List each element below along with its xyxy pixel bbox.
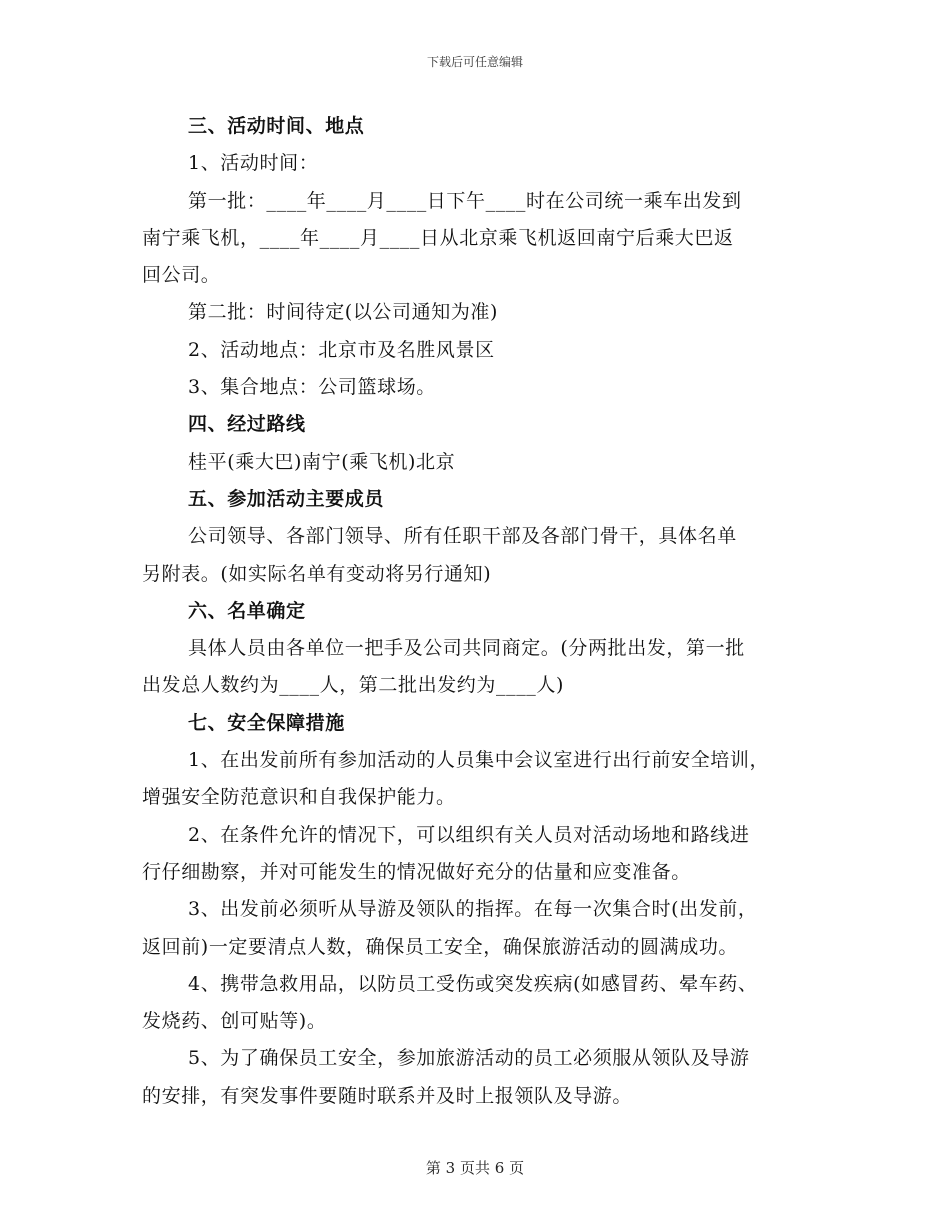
paragraph-line: 1、活动时间：: [188, 152, 319, 175]
section-heading-4: 四、经过路线: [188, 413, 306, 436]
paragraph-line: 公司领导、各部门领导、所有任职干部及各部门骨干，具体名单: [188, 525, 737, 548]
section-heading-5: 五、参加活动主要成员: [188, 487, 385, 510]
paragraph-line: 具体人员由各单位一把手及公司共同商定。(分两批出发，第一批: [188, 637, 745, 660]
paragraph-line: 2、在条件允许的情况下，可以组织有关人员对活动场地和路线进: [188, 823, 750, 846]
paragraph-line: 出发总人数约为____人，第二批出发约为____人): [142, 674, 565, 697]
section-heading-6: 六、名单确定: [188, 599, 306, 622]
paragraph-line: 返回前)一定要清点人数，确保员工安全，确保旅游活动的圆满成功。: [142, 935, 739, 958]
paragraph-line: 的安排，有突发事件要随时联系并及时上报领队及导游。: [142, 1084, 633, 1107]
paragraph-line: 3、集合地点：公司篮球场。: [188, 376, 436, 399]
paragraph-line: 南宁乘飞机，____年____月____日从北京乘飞机返回南宁后乘大巴返: [142, 226, 734, 249]
paragraph-line: 4、携带急救用品，以防员工受伤或突发疾病(如感冒药、晕车药、: [188, 972, 758, 995]
paragraph-line: 2、活动地点：北京市及名胜风景区: [188, 338, 495, 361]
paragraph-line: 另附表。(如实际名单有变动将另行通知): [142, 562, 492, 585]
paragraph-line: 第二批：时间待定(以公司通知为准): [188, 301, 499, 324]
page-number-footer: 第 3 页共 6 页: [425, 1159, 525, 1177]
section-heading-3: 三、活动时间、地点: [188, 115, 365, 137]
section-heading-7: 七、安全保障措施: [188, 711, 345, 734]
paragraph-line: 行仔细勘察，并对可能发生的情况做好充分的估量和应变准备。: [142, 860, 691, 883]
paragraph-line: 3、出发前必须听从导游及领队的指挥。在每一次集合时(出发前，: [188, 898, 758, 921]
page-header-note: 下载后可任意编辑: [426, 55, 523, 69]
document-body: [142, 108, 802, 1115]
paragraph-line: 桂平(乘大巴)南宁(乘飞机)北京: [188, 450, 456, 473]
paragraph-line: 发烧药、创可贴等)。: [142, 1010, 327, 1033]
paragraph-line: 第一批：____年____月____日下午____时在公司统一乘车出发到: [188, 189, 742, 212]
paragraph-line: 回公司。: [142, 264, 221, 287]
paragraph-line: 1、在出发前所有参加活动的人员集中会议室进行出行前安全培训，: [188, 749, 770, 772]
paragraph-line: 增强安全防范意识和自我保护能力。: [142, 786, 456, 809]
paragraph-line: 5、为了确保员工安全，参加旅游活动的员工必须服从领队及导游: [188, 1047, 750, 1070]
